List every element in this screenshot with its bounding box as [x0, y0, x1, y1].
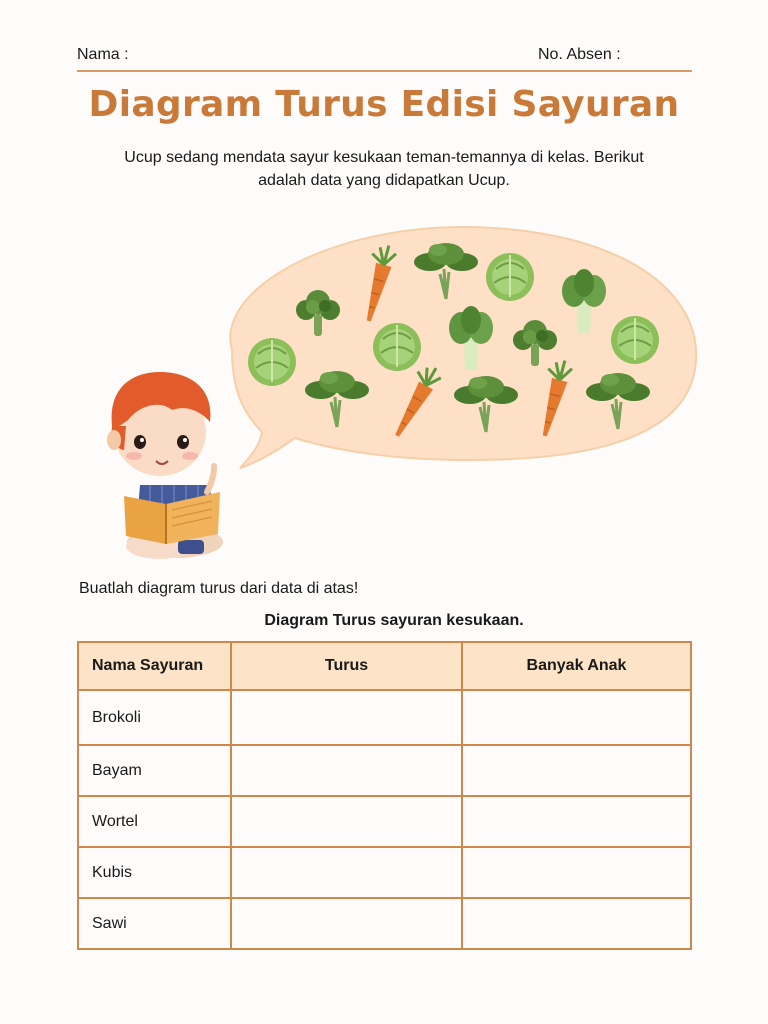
- tally-cell[interactable]: [231, 690, 462, 745]
- vegetable-name-cell: Brokoli: [78, 690, 231, 745]
- name-label: Nama :: [77, 46, 129, 63]
- cabbage-icon: [373, 323, 421, 371]
- vegetable-name-cell: Wortel: [78, 796, 231, 847]
- table-row: [78, 690, 691, 745]
- instruction-text: Buatlah diagram turus dari data di atas!: [79, 580, 359, 597]
- tally-cell[interactable]: [231, 898, 462, 949]
- vegetable-name-cell: Bayam: [78, 745, 231, 796]
- tally-cell[interactable]: [231, 847, 462, 898]
- intro-line: Ucup sedang mendata sayur kesukaan teman-temannya di kelas. Berikut: [124, 149, 644, 166]
- column-header-vegetable-name: Nama Sayuran: [78, 642, 231, 690]
- vegetable-name-cell: Sawi: [78, 898, 231, 949]
- table-row: [78, 847, 691, 898]
- child-count-cell[interactable]: [462, 690, 691, 745]
- column-header-child-count: Banyak Anak: [462, 642, 691, 690]
- table-header-row: [78, 642, 691, 690]
- tally-cell[interactable]: [231, 796, 462, 847]
- cabbage-icon: [486, 253, 534, 301]
- cabbage-icon: [611, 316, 659, 364]
- child-count-cell[interactable]: [462, 847, 691, 898]
- table-row: [78, 796, 691, 847]
- cabbage-icon: [248, 338, 296, 386]
- table-row: [78, 898, 691, 949]
- child-count-cell[interactable]: [462, 796, 691, 847]
- child-count-cell[interactable]: [462, 745, 691, 796]
- intro-text: [84, 146, 684, 192]
- child-count-cell[interactable]: [462, 898, 691, 949]
- child-reading-illustration: [107, 372, 223, 559]
- worksheet-title: Diagram Turus Edisi Sayuran: [88, 84, 680, 125]
- header-divider: [77, 70, 692, 72]
- intro-line: adalah data yang didapatkan Ucup.: [258, 172, 510, 189]
- vegetable-name-cell: Kubis: [78, 847, 231, 898]
- illustration: [0, 200, 768, 580]
- column-header-tally: Turus: [231, 642, 462, 690]
- attendance-number-label: No. Absen :: [538, 46, 621, 63]
- table-caption: Diagram Turus sayuran kesukaan.: [264, 612, 524, 629]
- tally-table: [77, 641, 692, 950]
- tally-cell[interactable]: [231, 745, 462, 796]
- table-row: [78, 745, 691, 796]
